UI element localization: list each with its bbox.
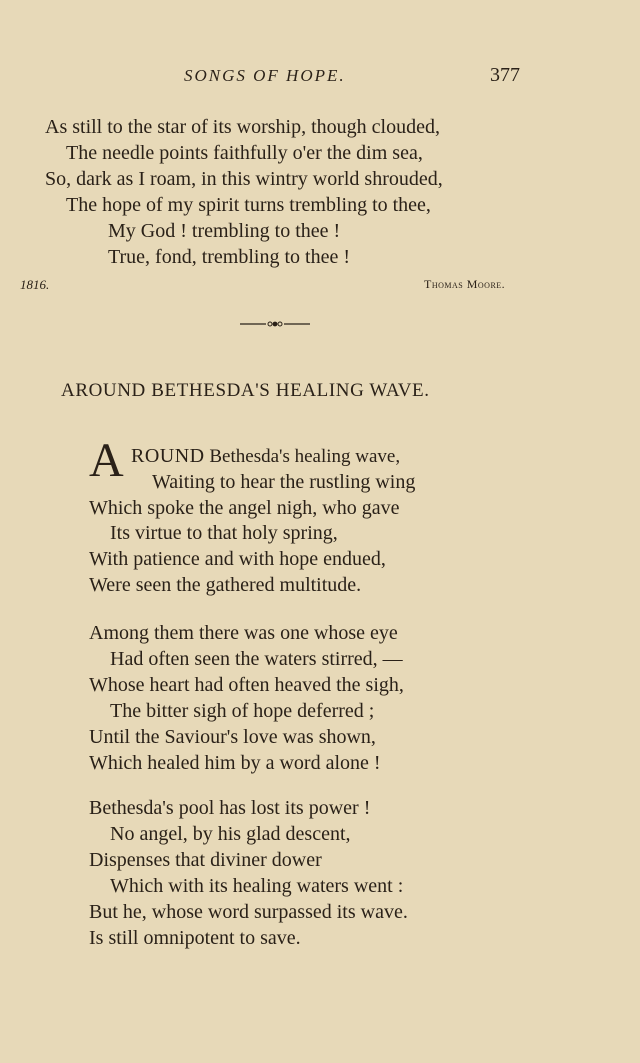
poem-line: My God ! trembling to thee !	[108, 220, 341, 242]
drop-cap: A	[89, 434, 124, 487]
poem-line: The needle points faithfully o'er the dim sea,	[66, 142, 423, 164]
poem-title: AROUND BETHESDA'S HEALING WAVE.	[61, 380, 430, 401]
poem-line: Were seen the gathered multitude.	[89, 574, 362, 596]
poem-line: Which with its healing waters went :	[110, 875, 404, 897]
poem-line: True, fond, trembling to thee !	[108, 246, 351, 268]
poem-line: Which healed him by a word alone !	[89, 752, 381, 774]
poem-line: The hope of my spirit turns trembling to thee,	[66, 194, 431, 216]
poem-author: Thomas Moore.	[424, 277, 506, 291]
poem-line: Bethesda's pool has lost its power !	[89, 797, 371, 819]
poem-line: But he, whose word surpassed its wave.	[89, 901, 408, 923]
poem-line: Is still omnipotent to save.	[89, 927, 301, 949]
poem-line: Until the Saviour's love was shown,	[89, 726, 376, 748]
running-head	[0, 66, 640, 90]
section-divider-ornament	[240, 318, 310, 330]
poem-first-line	[131, 445, 400, 468]
running-title: SONGS OF HOPE.	[184, 66, 346, 85]
poem-line: Waiting to hear the rustling wing	[152, 471, 416, 493]
poem-line: So, dark as I roam, in this wintry world shrouded,	[45, 168, 443, 190]
page-number: 377	[490, 64, 520, 86]
poem-line: Whose heart had often heaved the sigh,	[89, 674, 404, 696]
poem-line: No angel, by his glad descent,	[110, 823, 351, 845]
poem-line: Dispenses that diviner dower	[89, 849, 322, 871]
poem-year: 1816.	[20, 277, 50, 292]
first-line-text: Bethesda's healing wave,	[204, 446, 401, 467]
poem-line: The bitter sigh of hope deferred ;	[110, 700, 375, 722]
poem-line: As still to the star of its worship, though clouded,	[45, 116, 440, 138]
poem-line: With patience and with hope endued,	[89, 548, 386, 570]
poem-line: Which spoke the angel nigh, who gave	[89, 497, 400, 519]
poem-line: Had often seen the waters stirred, —	[110, 648, 403, 670]
first-word-caps: ROUND	[131, 445, 205, 467]
poem-line: Among them there was one whose eye	[89, 622, 398, 644]
poem-line: Its virtue to that holy spring,	[110, 522, 338, 544]
